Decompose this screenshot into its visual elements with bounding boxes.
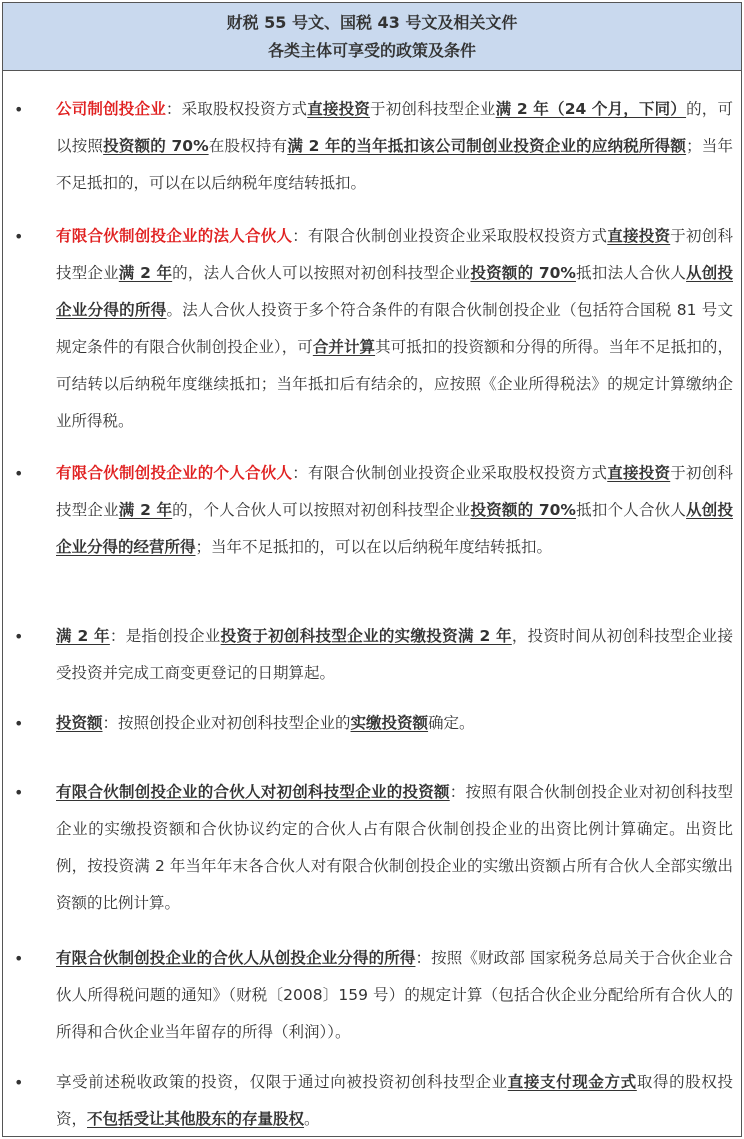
body-text: 的，可以按照 (56, 100, 733, 155)
body-text: 的，法人合伙人可以按照对初创科技型企业 (172, 264, 471, 282)
emphasis-text: 满 2 年（24 个月，下同） (495, 100, 687, 118)
bullet-icon: • (14, 100, 24, 119)
body-text: 其可抵扣的投资额和分得的所得。当年不足抵扣的，可结转以后纳税年度继续抵扣；当年抵扣后有结余的，应按照《企业所得税法》的规定计算缴纳企业所得税。 (56, 338, 733, 430)
emphasis-text: 直接支付现金方式 (507, 1073, 637, 1091)
item-text (56, 618, 733, 692)
body-text: 的，个人合伙人可以按照对初创科技型企业 (172, 501, 471, 519)
bullet-icon: • (14, 627, 24, 646)
emphasis-text: 满 2 年 (118, 501, 173, 519)
item-heading: 有限合伙制创投企业的法人合伙人 (56, 227, 293, 245)
emphasis-text: 投资于初创科技型企业的实缴投资满 2 年 (220, 627, 512, 645)
body-text: 于初创科技型企业 (370, 100, 496, 118)
bullet-icon: • (14, 714, 24, 733)
emphasis-text: 直接投资 (607, 464, 671, 482)
item-text (56, 1064, 733, 1138)
item-text (56, 940, 733, 1051)
body-text: 享受前述税收政策的投资，仅限于通过向被投资初创科技型企业 (56, 1073, 508, 1091)
emphasis-text: 直接投资 (307, 100, 371, 118)
emphasis-text: 不包括受让其他股东的存量股权 (87, 1110, 305, 1128)
body-text: ：按照创投企业对初创科技型企业的 (102, 714, 351, 732)
body-text: ；当年不足抵扣的，可以在以后纳税年度结转抵扣。 (195, 538, 553, 556)
body-text: ，投资时间从初创科技型企业接受投资并完成工商变更登记的日期算起。 (56, 627, 733, 682)
bullet-icon: • (14, 783, 24, 802)
emphasis-text: 满 2 年 (56, 627, 110, 645)
body-text: 于初创科技型企业 (56, 464, 733, 519)
body-text: 取得的股权投资， (56, 1073, 733, 1128)
body-text: 。法人合伙人投资于多个符合条件的有限合伙制创投企业（包括符合国税 81 号文规定条件的有限合伙制创投企业），可 (56, 301, 733, 356)
emphasis-text: 投资额的 70% (470, 501, 576, 519)
bullet-icon: • (14, 1073, 24, 1092)
bullet-icon: • (14, 227, 24, 246)
emphasis-text: 满 2 年 (118, 264, 173, 282)
body-text: 抵扣法人合伙人 (575, 264, 687, 282)
header-subtitle: 各类主体可享受的政策及条件 (267, 40, 476, 60)
item-text (56, 705, 733, 742)
body-text: ：是指创投企业 (109, 627, 221, 645)
item-heading: 公司制创投企业 (56, 100, 166, 118)
bullet-icon: • (14, 949, 24, 968)
body-text: ：按照《财政部 国家税务总局关于合伙企业合伙人所得税问题的通知》（财税〔2008〕159 号）的规定计算（包括合伙企业分配给所有合伙人的所得和合伙企业当年留存的所得（利润））。 (56, 949, 733, 1041)
body-text: 在股权持有 (208, 137, 288, 155)
body-text: 于初创科技型企业 (56, 227, 733, 282)
body-text: 。 (304, 1110, 320, 1128)
emphasis-text: 实缴投资额 (350, 714, 429, 732)
emphasis-text: 合并计算 (312, 338, 376, 356)
item-heading: 有限合伙制创投企业的个人合伙人 (56, 464, 293, 482)
emphasis-text: 满 2 年的当年抵扣该公司制创业投资企业的应纳税所得额 (287, 137, 687, 155)
body-text: ；当年不足抵扣的，可以在以后纳税年度结转抵扣。 (56, 137, 733, 192)
emphasis-text: 直接投资 (607, 227, 671, 245)
emphasis-text: 有限合伙制创投企业的合伙人对初创科技型企业的投资额 (56, 783, 450, 801)
header-title: 财税 55 号文、国税 43 号文及相关文件 (226, 12, 518, 32)
emphasis-text: 从创投企业分得的所得 (56, 264, 733, 319)
body-text: ：有限合伙制创业投资企业采取股权投资方式 (292, 464, 608, 482)
body-text: 抵扣个人合伙人 (575, 501, 687, 519)
emphasis-text: 有限合伙制创投企业的合伙人从创投企业分得的所得 (56, 949, 416, 967)
policy-table (2, 2, 742, 1137)
body-text: ：按照有限合伙制创投企业对初创科技型企业的实缴投资额和合伙协议约定的合伙人占有限合伙制创投企业的出资比例计算确定。出资比例，按投资满 2 年当年年末各合伙人对有限合伙制创投企业的实缴出资额占所有合伙人全部实缴出资额的比例计算。 (56, 783, 733, 912)
item-text (56, 91, 733, 202)
table-header (3, 3, 741, 71)
emphasis-text: 投资额 (56, 714, 103, 732)
emphasis-text: 投资额的 70% (103, 137, 209, 155)
body-text: ：有限合伙制创业投资企业采取股权投资方式 (292, 227, 608, 245)
body-text: 确定。 (428, 714, 475, 732)
item-text (56, 218, 733, 440)
emphasis-text: 投资额的 70% (470, 264, 576, 282)
bullet-icon: • (14, 464, 24, 483)
item-text (56, 455, 733, 566)
item-text (56, 774, 733, 922)
emphasis-text: 从创投企业分得的经营所得 (56, 501, 733, 556)
body-text: ：采取股权投资方式 (165, 100, 308, 118)
